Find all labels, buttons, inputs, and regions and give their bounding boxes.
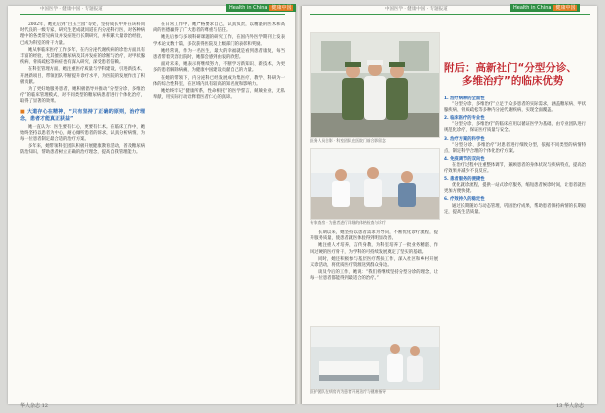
team-photo-illustration <box>311 33 439 137</box>
left-header-text: 中国医学 · 健康中国 · 专题报道 <box>40 7 103 12</box>
badge-label: Health in China <box>513 5 552 11</box>
list-item-body: “分型分诊、多维治疗”立足于众多患者的实际需求，涵盖糖尿病、甲状腺疾病、骨质疏松等多种内分泌代谢疾病，实现全面覆盖。 <box>444 102 586 114</box>
paragraph: 长期以来，她坚持以患者需求为导向，不断优化诊疗流程，提升服务质量，使患者就医体验得到明显改善。 <box>310 230 438 242</box>
list-item-title: 3. 治疗方案的科学性 <box>444 136 485 142</box>
middle-photo-caption: 专家查房 · 为患者进行详细的体格检查与诊疗 <box>310 220 386 225</box>
list-item-title: 4. 免疫调节的双向性 <box>444 156 485 162</box>
section-subhead <box>20 109 145 123</box>
top-photo-caption: 医务人员合影 · 科室团队在医院门前合影留念 <box>310 138 386 143</box>
subhead-text: 大道存心在精神，“只有坚持了正确的原则，治疗理念，患者才能真正获益” <box>20 108 145 122</box>
list-item <box>444 116 586 134</box>
right-header-text: 中国医学 · 健康中国 · 专题报道 <box>385 7 448 12</box>
list-item <box>444 96 586 114</box>
paragraph: 多年来，她带领科室团队积极开展健康教育活动，普及糖尿病防治知识，帮助患者树立正确的治疗理念，提高自我管理能力。 <box>20 144 145 156</box>
sidebar-title-line-1: 附后：高新社门“分型分诊、 <box>444 62 577 74</box>
left-column-2 <box>153 22 285 390</box>
sidebar-advantages-list <box>444 96 586 392</box>
ward-illustration <box>311 327 439 389</box>
right-text-column <box>310 230 438 322</box>
paragraph: 她一直认为：医生要有仁心，更要有仁术。在临床工作中，她始终坚持以患者为中心，耐心倾听患者的诉求，认真分析病情，为每一位患者制定最合适的治疗方案。 <box>20 124 145 143</box>
square-bullet-icon: ■ <box>20 108 25 115</box>
list-item-body: 优化就诊流程，提供一站式诊疗服务，缩短患者候诊时间，让患者就医更加方便快捷。 <box>444 183 586 195</box>
sidebar-title-line-2: 多维治疗”的临床优势 <box>462 75 564 87</box>
ward-photo <box>310 326 440 390</box>
paragraph: 2002年，她先后到“白玉兰园”等处，坚持成长中并在该科同时代良的一级专家，研究生老成就同道在内分泌科行医，对各种病理中的各类常见病及并发症进行长期研究，并积累大量诊治经验，已成为科室的骨干力量。 <box>20 22 145 46</box>
list-item <box>444 197 586 215</box>
sidebar-title <box>444 62 586 88</box>
right-header-badge <box>510 4 580 12</box>
left-header-badge <box>226 4 296 12</box>
list-item-body: 通过长期随访与动态管理，巩固治疗成果，帮助患者保持病情的长期稳定，提高生活质量。 <box>444 203 586 215</box>
paragraph: 面对未来，她表示将继续努力，不断学习新知识、新技术，为更多的患者解除病痛，为健康中国建设贡献自己的力量。 <box>153 62 285 74</box>
paragraph: 在她的带领下，内分泌科已经发展成为集医疗、教学、科研为一体的综合性科室，在区域内具有较高的知名度和影响力。 <box>153 75 285 87</box>
list-item-title: 1. 治疗病种的全面性 <box>444 96 485 101</box>
right-header-rule <box>310 14 590 15</box>
magazine-spine <box>295 6 302 404</box>
list-item <box>444 157 586 175</box>
team-photo <box>310 32 440 138</box>
left-page-footer: 华人杂志 12 <box>20 403 48 409</box>
list-item <box>444 137 586 155</box>
bottom-photo-caption: 医护团队在病房内为患者开展治疗与健康指导 <box>310 389 386 394</box>
paragraph: 谈及今后的工作，她说：“我们将继续坚持分型分诊的理念，让每一位患者都能得到最适合的治疗。” <box>310 270 438 282</box>
paragraph: 她注重人才培养，言传身教，为科室培养了一批业务精湛、作风过硬的医疗骨干，为学科的可持续发展奠定了坚实的基础。 <box>310 243 438 255</box>
list-item <box>444 177 586 195</box>
list-item-title: 6. 疗效持久的稳定性 <box>444 197 485 203</box>
list-item-title: 2. 临床医疗的专业性 <box>444 116 485 122</box>
list-item-body: “分型分诊、多维治疗”对患者进行细致分型，依据不同类型的病情特点，制定科学合理的个体化治疗方案。 <box>444 142 586 154</box>
paragraph: 她从事临床医疗工作多年，在内分泌代谢疾病的诊治方面具有丰富的经验，尤其擅长糖尿病及其并发症的诊断与治疗，对甲状腺疾病、骨质疏松等病症也有深入研究，深受患者信赖。 <box>20 47 145 66</box>
paragraph: 她始终牢记“健康所系，性命相托”的医学誓言，兢兢业业，无私奉献，用实际行动诠释着医者仁心的真谛。 <box>153 89 285 101</box>
consultation-photo <box>310 148 440 220</box>
right-page-footer: 13 华人杂志 <box>556 403 584 409</box>
paragraph: 为了更好地服务患者，她积极倡导并推动“分型分诊、多维治疗”的临床管理模式，对不同类型的糖尿病患者进行个体化治疗，取得了显著的效果。 <box>20 87 145 105</box>
paragraph: 同时，她还积极参与基层医疗帮扶工作，深入社区和乡村开展义诊活动，将优质医疗资源送到群众身边。 <box>310 256 438 269</box>
paragraph: 在日常工作中，她严格要求自己，认真负责，以精湛的医术和高尚的医德赢得了广大患者的尊重与信任。 <box>153 22 285 34</box>
list-item-body: “分型分诊、多维治疗”的临床应用以循证医学为基础，由专业团队进行规范化诊疗，保证医疗质量与安全。 <box>444 122 586 134</box>
list-item-body: 在治疗过程中注重整体调节，兼顾患者的身体状况与疾病特点，提高治疗效果并减少不良反应。 <box>444 162 586 175</box>
paragraph: 她经常说，作为一名医生，最大的幸福就是看到患者康复，每当患者带着笑容出院时，她都会感到由衷的欣慰。 <box>153 48 285 61</box>
paragraph: 她先后参与多项科研课题的研究工作，在国内外医学期刊上发表学术论文数十篇，多次获得医院及上级部门的表彰和奖励。 <box>153 35 285 47</box>
left-column-1 <box>20 22 145 390</box>
paragraph: 在科室管理方面，她注重医疗质量与学科建设，引进新技术、开展新项目，带领团队不断提升诊疗水平，为医院的发展作出了积极贡献。 <box>20 67 145 85</box>
badge-tag: 健康中国 <box>271 5 292 11</box>
list-item-title: 5. 患者服务的便捷性 <box>444 177 485 183</box>
consultation-illustration <box>311 149 439 219</box>
badge-label: Health in China <box>229 5 268 11</box>
left-header-rule <box>20 14 285 15</box>
badge-tag: 健康中国 <box>555 5 576 11</box>
